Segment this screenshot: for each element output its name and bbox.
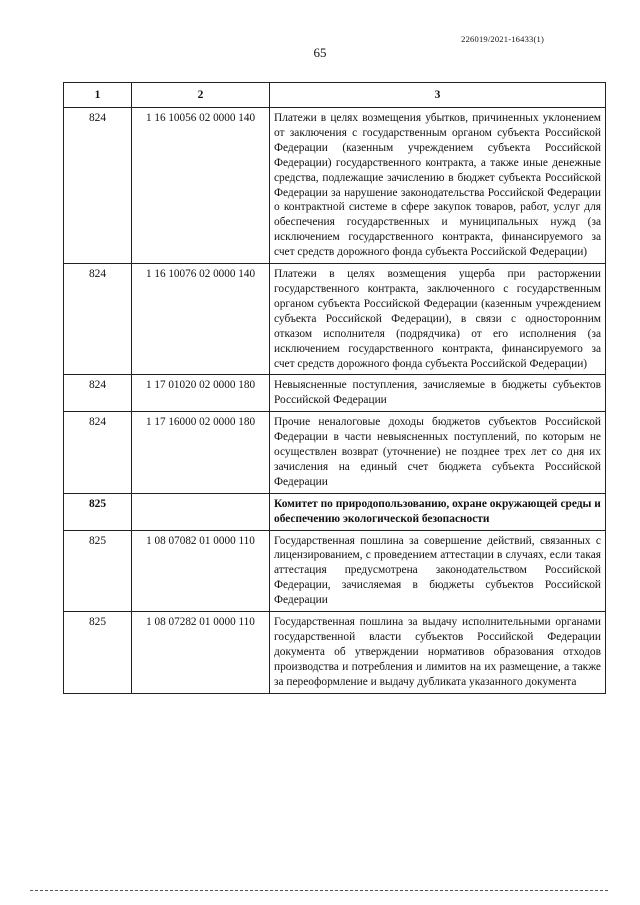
revenue-description-cell: Прочие неналоговые доходы бюджетов субъектов Российской Федерации в части невыясненных поступлений, по которым не осуществлен возврат (уточнение) не позднее трех лет со дня их зачисления на единый счет бюджета субъекта Российской Федерации [270,412,606,494]
administrator-code-cell: 824 [64,375,132,412]
revenue-description-cell: Государственная пошлина за совершение действий, связанных с лицензированием, с проведением аттестации в случаях, если такая аттестация предусмотрена законодательством Российской Федерации, зачисляемая в бюджеты субъектов Российской Федерации [270,530,606,612]
budget-classification-code-cell: 1 16 10076 02 0000 140 [132,264,270,375]
administrator-code-cell: 824 [64,264,132,375]
administrator-code-cell: 825 [64,530,132,612]
administrator-code-cell: 825 [64,493,132,530]
revenue-description-cell: Невыясненные поступления, зачисляемые в бюджеты субъектов Российской Федерации [270,375,606,412]
budget-classification-code-cell: 1 17 16000 02 0000 180 [132,412,270,494]
administrator-code-cell: 824 [64,108,132,264]
budget-classification-code-cell: 1 17 01020 02 0000 180 [132,375,270,412]
table-header-row [64,83,606,108]
revenue-description-cell: Платежи в целях возмещения убытков, причиненных уклонением от заключения с государственным органом субъекта Российской Федерации (казенным учреждением субъекта Российской Федерации) государственного контракта, а также иные денежные средства, подлежащие зачислению в бюджет субъекта Российской Федерации за нарушение законодательства Российской Федерации о контрактной системе в сфере закупок товаров, работ, услуг для обеспечения государственных и муниципальных нужд (за исключением государственного контракта, финансируемого за счет средств дорожного фонда субъекта Российской Федерации) [270,108,606,264]
table-row [64,375,606,412]
table-row [64,530,606,612]
column-header-1: 1 [64,83,132,108]
administrator-code-cell: 825 [64,612,132,694]
page-bottom-divider [30,890,608,891]
column-header-3: 3 [270,83,606,108]
revenue-description-cell: Платежи в целях возмещения ущерба при расторжении государственного контракта, заключенного с государственным органом субъекта Российской Федерации (казенным учреждением субъекта Российской Федерации), в связи с односторонним отказом исполнителя (подрядчика) от его исполнения (за исключением государственного контракта, финансируемого за счет средств дорожного фонда субъекта Российской Федерации) [270,264,606,375]
administrator-code-cell: 824 [64,412,132,494]
page-number: 65 [313,45,327,60]
budget-classification-code-cell: 1 08 07082 01 0000 110 [132,530,270,612]
table-row [64,108,606,264]
budget-classification-code-cell: 1 16 10056 02 0000 140 [132,108,270,264]
table-row [64,612,606,694]
revenue-description-cell: Государственная пошлина за выдачу исполнительными органами государственной власти субъектов Российской Федерации документа об утверждении нормативов образования отходов производства и потребления и лимитов на их размещение, а также за переоформление и выдачу дубликата указанного документа [270,612,606,694]
table-row [64,412,606,494]
document-reference-number: 226019/2021-16433(1) [461,34,544,44]
budget-classification-code-cell [132,493,270,530]
column-header-2: 2 [132,83,270,108]
section-title-cell: Комитет по природопользованию, охране окружающей среды и обеспечению экологической безопасности [270,493,606,530]
budget-classification-code-cell: 1 08 07282 01 0000 110 [132,612,270,694]
budget-revenue-table [63,82,606,694]
section-header-row [64,493,606,530]
table-row [64,264,606,375]
